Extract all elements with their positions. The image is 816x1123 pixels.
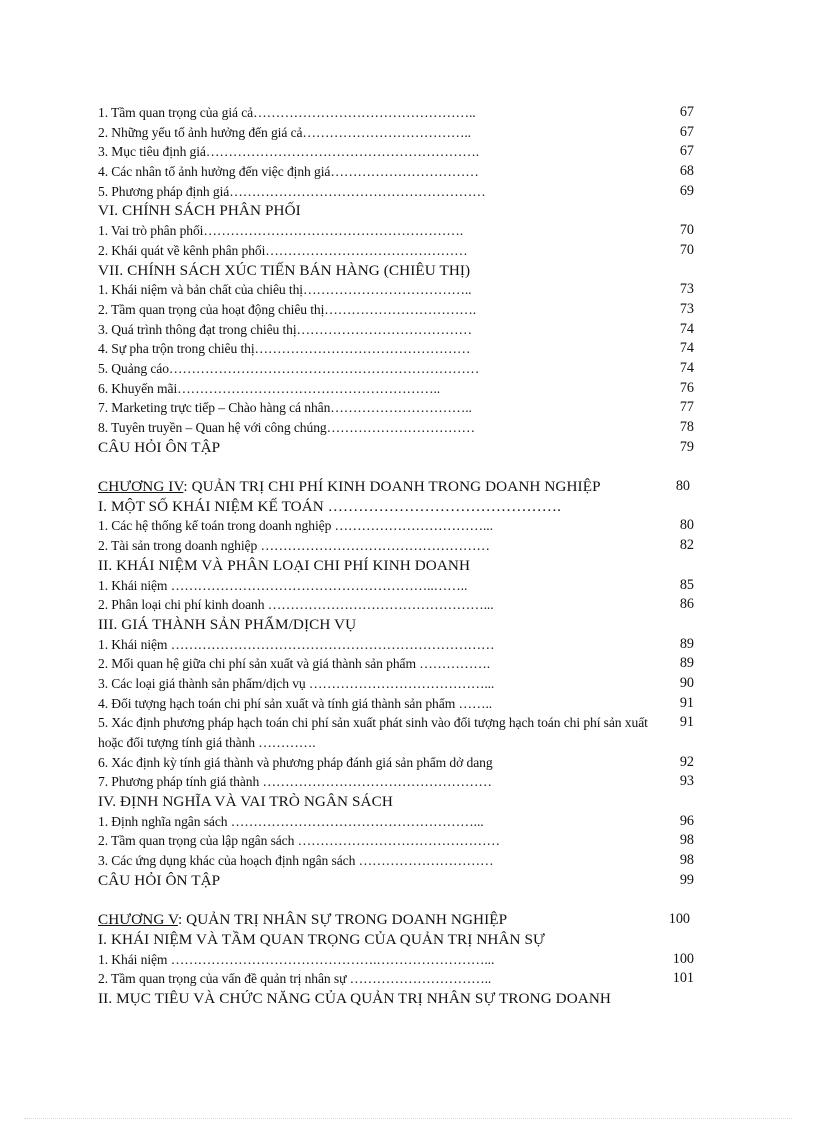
toc-page-number: 92 <box>679 753 694 770</box>
toc-entry-title: 1. Khái niệm …………………………………………………..…….. <box>98 577 468 593</box>
toc-entry[interactable] <box>98 950 704 970</box>
toc-page-number: 100 <box>668 911 690 928</box>
chapter-5-label: CHƯƠNG V <box>98 911 178 929</box>
toc-entry[interactable] <box>98 812 704 832</box>
toc-entry[interactable] <box>98 635 704 655</box>
toc-page-number: 96 <box>679 812 694 829</box>
toc-page-number: 98 <box>679 852 694 869</box>
toc-entry[interactable] <box>98 221 704 241</box>
toc-page-number: 101 <box>672 970 694 987</box>
toc-entry-title: 1. Vai trò phân phối…………………………………………………. <box>98 223 464 239</box>
toc-entry-title: CÂU HỎI ÔN TẬP <box>98 871 221 889</box>
toc-entry-title: 7. Marketing trực tiếp – Chào hàng cá nhân………………………….. <box>98 400 472 416</box>
toc-page-number: 70 <box>679 222 694 239</box>
toc-entry-title: II. KHÁI NIỆM VÀ PHÂN LOẠI CHI PHÍ KINH DOANH <box>98 556 471 574</box>
toc-page-number: 78 <box>679 419 694 435</box>
toc-page-number: 73 <box>679 300 694 317</box>
toc-entry-title: 4. Sự pha trộn trong chiêu thị………………………………………… <box>98 341 471 357</box>
toc-page-number: 79 <box>679 438 694 455</box>
toc-page-number: 100 <box>672 950 694 967</box>
toc-entry-title: VII. CHÍNH SÁCH XÚC TIẾN BÁN HÀNG (CHIÊU THỊ) <box>98 261 471 279</box>
toc-entry[interactable] <box>98 753 704 773</box>
toc-entry[interactable] <box>98 674 704 694</box>
toc-entry-title: 6. Khuyến mãi………………………………………………….. <box>98 380 441 396</box>
section-gap <box>98 891 704 911</box>
toc-entry[interactable] <box>98 241 704 261</box>
toc-entry[interactable] <box>98 359 704 379</box>
toc-entry[interactable] <box>98 516 704 536</box>
toc-entry-title: 4. Các nhân tố ảnh hưởng đến việc định giá…………………………… <box>98 164 479 180</box>
toc-entry[interactable] <box>98 576 704 596</box>
toc-entry-title: 2. Tầm quan trọng của hoạt động chiêu thị……………………………. <box>98 301 477 317</box>
toc-section-heading[interactable] <box>98 556 704 576</box>
toc-section-heading[interactable] <box>98 201 704 221</box>
toc-page-number: 77 <box>679 399 694 416</box>
chapter-4-rest: : QUẢN TRỊ CHI PHÍ KINH DOANH TRONG DOANH NGHIỆP <box>183 478 601 496</box>
toc-entry-title: 7. Phương pháp tính giá thành …………………………………………… <box>98 774 492 790</box>
toc-entry-title: CÂU HỎI ÔN TẬP <box>98 438 221 456</box>
toc-entry-title: 3. Quá trình thông đạt trong chiêu thị………………………………… <box>98 321 472 337</box>
toc-entry-title: 1. Định nghĩa ngân sách ………………………………………………... <box>98 813 484 829</box>
toc-entry-title: 3. Các ứng dụng khác của hoạch định ngân sách ………………………… <box>98 853 494 869</box>
toc-page-number: 99 <box>679 871 694 888</box>
toc-page-number: 67 <box>679 104 694 120</box>
toc-entry[interactable] <box>98 418 704 438</box>
toc-entry-title: 1. Tầm quan trọng của giá cả………………………………………….. <box>98 105 476 120</box>
toc-page-number: 68 <box>679 163 694 180</box>
toc-entry[interactable] <box>98 280 704 300</box>
toc-section-chapter4 <box>98 497 704 891</box>
toc-page-number: 85 <box>679 576 694 593</box>
toc-section-heading[interactable] <box>98 871 704 891</box>
toc-entry-title: 2. Khái quát về kênh phân phối……………………………………… <box>98 242 468 258</box>
toc-section-heading[interactable] <box>98 261 704 281</box>
toc-entry[interactable] <box>98 694 704 714</box>
toc-page-number: 86 <box>679 596 694 613</box>
toc-entry-title: I. MỘT SỐ KHÁI NIỆM KẾ TOÁN ………………………………………. <box>98 497 561 515</box>
toc-page-number: 74 <box>679 359 694 376</box>
page-bottom-rule <box>24 1118 792 1119</box>
toc-page-number: 67 <box>679 143 694 160</box>
toc-entry[interactable] <box>98 123 704 143</box>
toc-section-heading[interactable] <box>98 930 704 950</box>
toc-entry-title: 2. Tài sản trong doanh nghiệp …………………………………………… <box>98 538 490 554</box>
table-of-contents <box>98 103 704 1009</box>
toc-entry[interactable] <box>98 654 704 674</box>
toc-section-heading[interactable] <box>98 615 704 635</box>
toc-page-number: 76 <box>679 379 694 396</box>
toc-entry-title: 1. Khái niệm và bản chất của chiêu thị……………………………….. <box>98 282 472 298</box>
toc-page-number: 67 <box>679 123 694 140</box>
toc-entry-title: 1. Khái niệm ……………………………………….……………………... <box>98 951 495 967</box>
toc-entry-title: 2. Tầm quan trọng của lập ngân sách ……………………………………… <box>98 833 501 849</box>
toc-entry-title: 1. Các hệ thống kế toán trong doanh nghiệp ……………………………... <box>98 518 493 534</box>
toc-page-number: 82 <box>679 537 694 554</box>
toc-entry-title: 3. Các loại giá thành sản phẩm/dịch vụ …………………………………... <box>98 675 495 691</box>
toc-entry[interactable] <box>98 851 704 871</box>
toc-page-number: 93 <box>679 773 694 790</box>
toc-entry-title: II. MỤC TIÊU VÀ CHỨC NĂNG CỦA QUẢN TRỊ NHÂN SỰ TRONG DOANH <box>98 989 611 1007</box>
toc-entry[interactable] <box>98 398 704 418</box>
toc-entry-title: 4. Đối tượng hạch toán chi phí sản xuất và tính giá thành sản phẩm …….. <box>98 695 493 711</box>
toc-page-number: 74 <box>679 320 694 337</box>
toc-page-number: 91 <box>679 694 694 711</box>
toc-page-number: 69 <box>679 182 694 199</box>
toc-chapter-5-title <box>98 911 507 928</box>
toc-entry-title: 1. Khái niệm ……………………………………………………………… <box>98 636 495 652</box>
toc-entry-title: 6. Xác định kỳ tính giá thành và phương pháp đánh giá sản phẩm dở dang <box>98 754 493 770</box>
toc-entry[interactable] <box>98 713 704 752</box>
chapter-4-label: CHƯƠNG IV <box>98 478 184 496</box>
toc-entry-title: 5. Phương pháp định giá………………………………………………… <box>98 183 486 199</box>
toc-entry-title: 2. Mối quan hệ giữa chi phí sản xuất và giá thành sản phẩm ……………. <box>98 656 490 672</box>
toc-page-number: 90 <box>679 674 694 691</box>
toc-entry[interactable] <box>98 536 704 556</box>
toc-page-number: 80 <box>675 478 690 495</box>
toc-entry-title: 3. Mục tiêu định giá……………………………………………………. <box>98 144 480 160</box>
toc-entry[interactable] <box>98 339 704 359</box>
toc-page-number: 98 <box>679 832 694 849</box>
toc-entry-title: 2. Tầm quan trọng của vấn đề quản trị nhân sự ………………………….. <box>98 971 492 987</box>
toc-entry[interactable] <box>98 379 704 399</box>
toc-entry[interactable] <box>98 300 704 320</box>
toc-page-number: 73 <box>679 281 694 298</box>
toc-entry[interactable] <box>98 182 704 202</box>
toc-entry[interactable] <box>98 772 704 792</box>
toc-entry-title: III. GIÁ THÀNH SẢN PHẨM/DỊCH VỤ <box>98 615 357 633</box>
toc-chapter-4[interactable] <box>98 477 704 497</box>
toc-entry[interactable] <box>98 162 704 182</box>
toc-section-heading[interactable] <box>98 792 704 812</box>
toc-entry-title: 2. Những yếu tố ảnh hưởng đến giá cả……………………………….. <box>98 124 471 140</box>
toc-entry[interactable] <box>98 831 704 851</box>
toc-page-number: 80 <box>679 517 694 534</box>
toc-chapter-5[interactable] <box>98 910 704 930</box>
toc-section-heading[interactable] <box>98 438 704 458</box>
toc-entry-title: I. KHÁI NIỆM VÀ TẦM QUAN TRỌNG CỦA QUẢN TRỊ NHÂN SỰ <box>98 930 545 948</box>
toc-page-number: 70 <box>679 241 694 258</box>
toc-entry[interactable] <box>98 142 704 162</box>
toc-entry-title: 5. Xác định phương pháp hạch toán chi phí sản xuất phát sinh vào đối tượng hạch toán chi phí sản xuất hoặc đối tượng tính giá thành …………. <box>98 715 648 751</box>
section-gap <box>98 457 704 477</box>
toc-entry[interactable] <box>98 320 704 340</box>
toc-chapter-4-title <box>98 478 601 495</box>
toc-entry-title: 5. Quảng cáo…………………………………………………………… <box>98 360 480 376</box>
toc-section-chapter5 <box>98 930 704 1009</box>
chapter-5-rest: : QUẢN TRỊ NHÂN SỰ TRONG DOANH NGHIỆP <box>177 911 508 929</box>
toc-page-number: 89 <box>679 635 694 652</box>
toc-section-heading[interactable] <box>98 989 704 1009</box>
toc-page-number: 89 <box>679 655 694 672</box>
toc-entry[interactable] <box>98 103 704 123</box>
toc-section-chapter3-end <box>98 103 704 457</box>
toc-entry-title: IV. ĐỊNH NGHĨA VÀ VAI TRÒ NGÂN SÁCH <box>98 793 393 811</box>
toc-entry-title: VI. CHÍNH SÁCH PHÂN PHỐI <box>98 202 301 220</box>
toc-page-number: 74 <box>679 340 694 357</box>
toc-entry-title: 2. Phân loại chi phí kinh doanh …………………………………………... <box>98 597 494 613</box>
toc-entry-title: 8. Tuyên truyền – Quan hệ với công chúng…………………………… <box>98 420 476 435</box>
toc-entry[interactable] <box>98 969 704 989</box>
toc-section-heading[interactable] <box>98 497 704 517</box>
toc-entry[interactable] <box>98 595 704 615</box>
toc-page-number: 91 <box>679 714 694 731</box>
